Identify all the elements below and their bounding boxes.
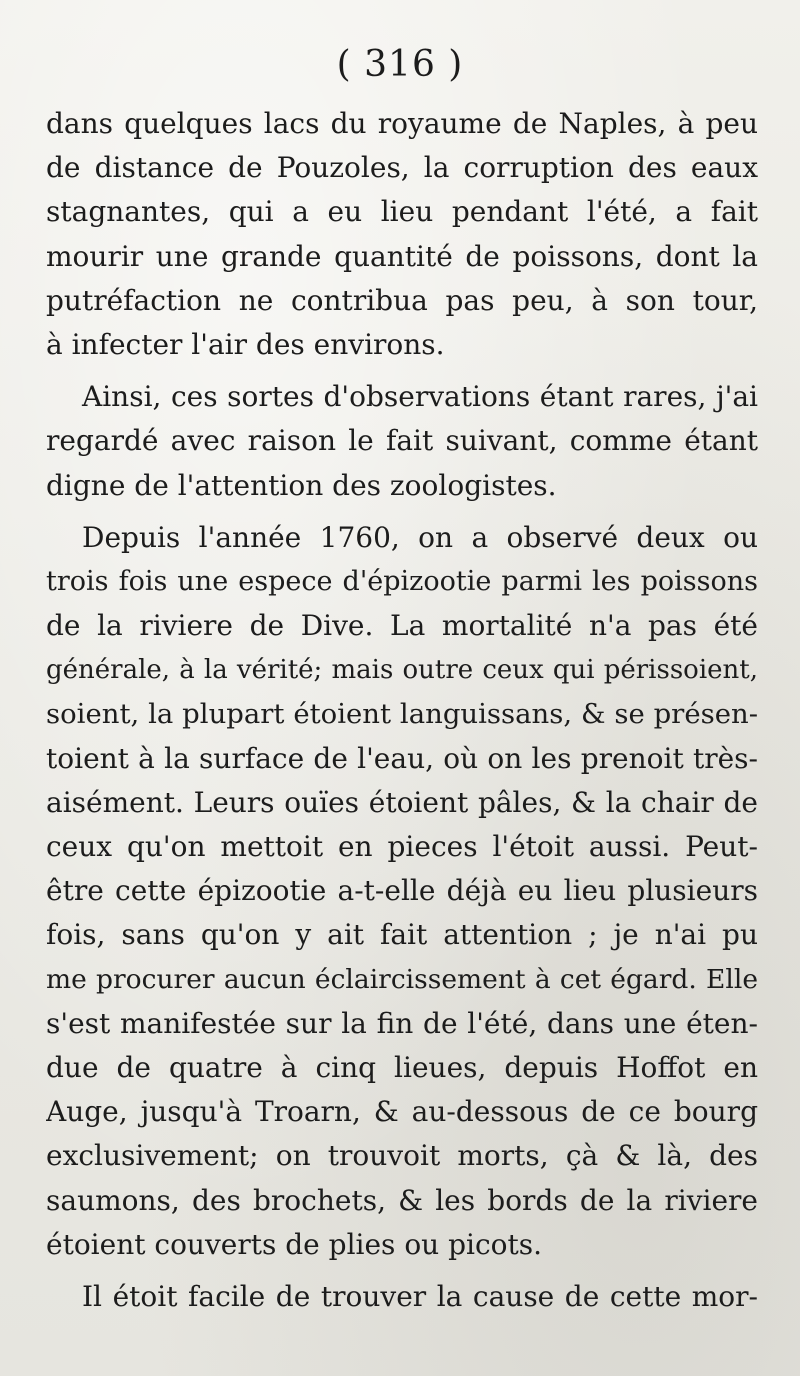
text-line: dans quelques lacs du royaume de Naples, à peu [46, 107, 758, 140]
text-line: soient, la plupart étoient languissans, & se présen- [46, 698, 758, 731]
text-line: stagnantes, qui a eu lieu pendant l'été, a fait [46, 195, 758, 229]
paragraph-gap [46, 367, 758, 375]
text-line: toient à la surface de l'eau, où on les prenoit très- [46, 741, 758, 775]
page-number: ( 316 ) [336, 44, 464, 85]
text-line: due de quatre à cinq lieues, depuis Hoffot en [46, 1050, 758, 1084]
text-line: me procurer aucun éclaircissement à cet égard. Elle [46, 963, 758, 995]
text-line: Depuis l'année 1760, on a observé deux ou [82, 520, 758, 554]
text-line: putréfaction ne contribua pas peu, à son tour, [46, 283, 758, 317]
text-line: générale, à la vérité; mais outre ceux qui périssoient, [46, 655, 758, 686]
text-line: Auge, jusqu'à Troarn, & au-dessous de ce bourg [46, 1095, 758, 1129]
text-line: exclusivement; on trouvoit morts, çà & là, des [46, 1139, 758, 1173]
text-line: trois fois une espece d'épizootie parmi les poissons [46, 565, 758, 597]
text-line: de distance de Pouzoles, la corruption des eaux [46, 151, 758, 185]
text-line: fois, sans qu'on y ait fait attention ; je n'ai pu [46, 918, 758, 952]
text-line: s'est manifestée sur la fin de l'été, dans une éten- [46, 1006, 758, 1040]
text-line: de la riviere de Dive. La mortalité n'a pas été [46, 609, 758, 643]
text-line: aisément. Leurs ouïes étoient pâles, & la chair de [46, 785, 758, 819]
text-line: ceux qu'on mettoit en pieces l'étoit aussi. Peut- [46, 830, 758, 863]
text-body [46, 102, 758, 1319]
paragraph-2 [46, 375, 758, 508]
paragraph-gap [46, 508, 758, 516]
paragraph-1 [46, 102, 758, 367]
paragraph-3 [46, 516, 758, 1267]
paragraph-4 [46, 1275, 758, 1319]
text-line: mourir une grande quantité de poissons, dont la [46, 239, 758, 273]
text-line: regardé avec raison le fait suivant, comme étant [46, 424, 758, 458]
text-line: à infecter l'air des environs. [46, 327, 445, 361]
text-line: digne de l'attention des zoologistes. [46, 468, 557, 502]
text-line: étoient couverts de plies ou picots. [46, 1227, 543, 1261]
text-line: Il étoit facile de trouver la cause de cette mor- [82, 1279, 758, 1313]
text-line: Ainsi, ces sortes d'observations étant rares, j'ai [82, 380, 758, 414]
paragraph-gap [46, 1267, 758, 1275]
text-line: être cette épizootie a-t-elle déjà eu lieu plusieurs [46, 874, 758, 908]
text-line: saumons, des brochets, & les bords de la riviere [46, 1183, 758, 1217]
